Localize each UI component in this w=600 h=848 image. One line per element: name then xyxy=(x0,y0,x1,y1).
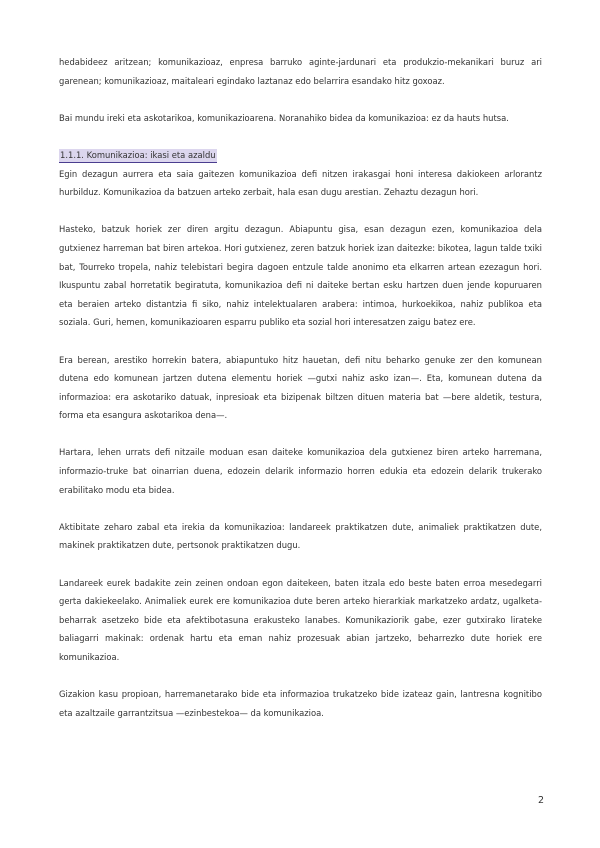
paragraph: Era berean, arestiko horrekin batera, abiapuntuko hitz hauetan, defi nitu beharko genuke zer den komunean dutena edo komunean jartzen dutena elementu horiek —gutxi nahiz asko izan—. Eta, komunean dutena da informazioa: era askotariko datuak, inpresioak eta bizipenak biltzen dituen materia bat —bere aldetik, testura, forma eta esangura askotarikoa dena—. xyxy=(59,354,542,421)
paragraph: Bai mundu ireki eta askotarikoa, komunikazioarena. Noranahiko bidea da komunikazioa: ez da hauts hutsa. xyxy=(59,112,509,123)
paragraph: Hasteko, batzuk horiek zer diren argitu dezagun. Abiapuntu gisa, esan dezagun ezen, komunikazioa dela gutxienez harreman bat biren artekoa. Hori gutxienez, zeren batzuk horiek izan daitezke: bikotea, lagun talde txiki bat, Tourreko tropela, nahiz telebistari begira dagoen entzule talde anonimo eta elkarren artean ezezagun hori. Ikuspuntu zabal horretatik begiratuta, komunikazioa defi ni daiteke bertan esku hartzen duen jende kopuruaren eta beraien arteko distantzia fi siko, nahiz intelektualaren arabera: intimoa, hurkoekikoa, nahiz publikoa eta soziala. Guri, hemen, komunikazioaren esparru publiko eta sozial hori interesatzen zaigu batez ere. xyxy=(59,224,542,328)
paragraph: Landareek eurek badakite zein zeinen ondoan egon daitekeen, baten itzala edo beste baten erroa mesedegarri gerta dakiekeelako. Animaliek eurek ere komunikazioa dute beren arteko hierarkiak markatzeko ardatz, ugalketa-beharrak asetzeko bide eta afektibotasuna erakusteko lanabes. Komunikaziorik gabe, ezer gutxirako lirateke baliagarri makinak: ordenak hartu eta eman nahiz prozesuak abian jartzeko, beharrezko dute horiek ere komunikazioa. xyxy=(59,577,542,662)
page-body xyxy=(59,53,542,741)
paragraph: Hartara, lehen urrats defi nitzaile moduan esan daiteke komunikazioa dela gutxienez biren arteko harremana, informazio-truke bat oinarrian duena, edozein delarik informazio horren edukia eta edozein delarik trukerako erabilitako modu eta bidea. xyxy=(59,447,542,495)
paragraph: hedabideez aritzean; komunikazioaz, enpresa barruko aginte-jardunari eta produkzio-mekanikari buruz ari garenean; komunikazioaz, maitaleari egindako laztanaz edo belarrira esandako hitz goxoaz. xyxy=(59,57,542,86)
section-heading[interactable]: 1.1.1. Komunikazioa: ikasi eta azaldu xyxy=(59,149,217,163)
page-number: 2 xyxy=(537,795,544,806)
paragraph: Gizakion kasu propioan, harremanetarako bide eta informazioa trukatzeko bide izateaz gain, lantresna kognitibo eta azaltzaile garrantzitsua —ezinbestekoa— da komunikazioa. xyxy=(59,689,542,718)
paragraph: Egin dezagun aurrera eta saia gaitezen komunikazioa defi nitzen irakasgai honi interesa dakiokeen arlorantz hurbilduz. Komunikazioa da batzuen arteko zerbait, hala esan dugu arestian. Zehaztu dezagun hori. xyxy=(59,168,542,198)
section-heading-wrapper xyxy=(59,146,542,165)
paragraph: Aktibitate zeharo zabal eta irekia da komunikazioa: landareek praktikatzen dute, animaliek praktikatzen dute, makinek praktikatzen dute, pertsonok praktikatzen dugu. xyxy=(59,521,542,551)
